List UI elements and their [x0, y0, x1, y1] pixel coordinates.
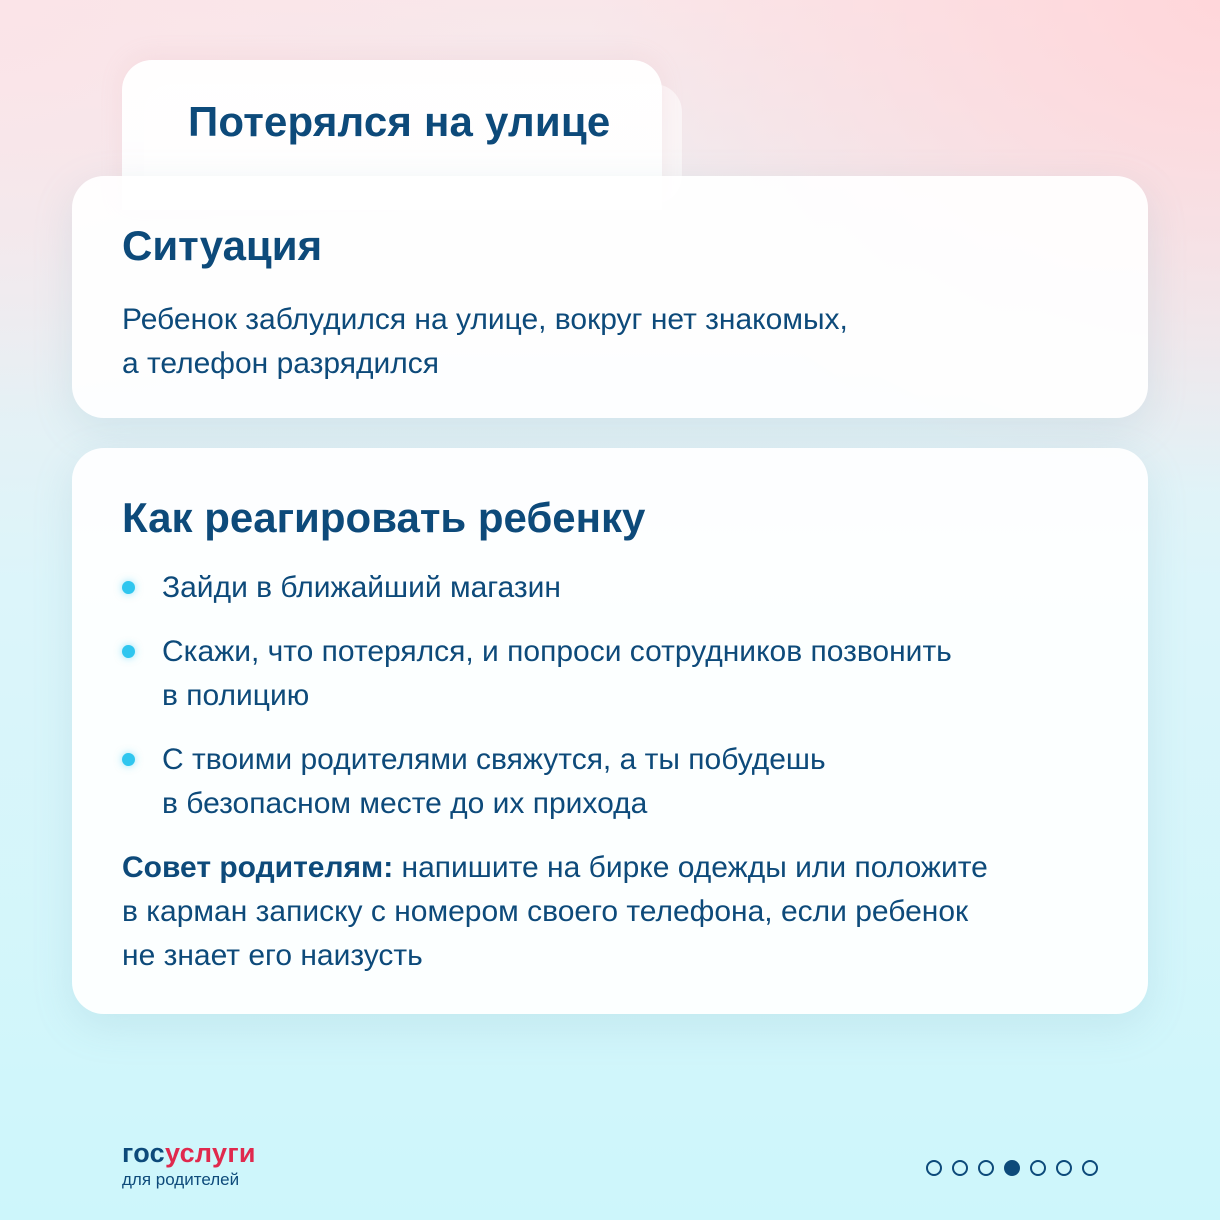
reaction-steps-list — [122, 566, 1082, 846]
list-item-line-1: Зайди в ближайший магазин — [162, 571, 561, 604]
list-item — [122, 738, 1082, 826]
list-item-line-1: Скажи, что потерялся, и попроси сотрудников позвонить — [162, 635, 952, 668]
situation-line-2: а телефон разрядился — [122, 347, 439, 380]
pager-dot[interactable] — [952, 1160, 968, 1176]
situation-heading: Ситуация — [122, 222, 323, 269]
pager-dot[interactable] — [926, 1160, 942, 1176]
bullet-dot-icon — [122, 645, 135, 658]
pager-dot[interactable] — [1056, 1160, 1072, 1176]
list-item — [122, 566, 1082, 610]
situation-line-1: Ребенок заблудился на улице, вокруг нет знакомых, — [122, 303, 848, 336]
pager-dot-active[interactable] — [1004, 1160, 1020, 1176]
advice-text-1: напишите на бирке одежды или положите — [393, 851, 988, 884]
logo-wordmark — [122, 1138, 256, 1168]
bullet-dot-icon — [122, 753, 135, 766]
logo-part-gos: гос — [122, 1138, 165, 1168]
reaction-heading: Как реагировать ребенку — [122, 494, 646, 541]
logo-subtitle: для родителей — [122, 1170, 240, 1189]
pager-dot[interactable] — [1082, 1160, 1098, 1176]
pager-dot[interactable] — [978, 1160, 994, 1176]
parents-advice — [122, 846, 1112, 978]
list-item-line-2: в безопасном месте до их прихода — [162, 787, 648, 820]
bullet-dot-icon — [122, 581, 135, 594]
gosuslugi-logo — [122, 1138, 256, 1190]
advice-label: Совет родителям: — [122, 851, 394, 884]
reaction-card — [72, 448, 1148, 1014]
pager-dot[interactable] — [1030, 1160, 1046, 1176]
list-item-line-1: С твоими родителями свяжутся, а ты побудешь — [162, 743, 826, 776]
advice-text-3: не знает его наизусть — [122, 939, 423, 972]
list-item — [122, 630, 1082, 718]
slide-pager — [926, 1160, 1098, 1176]
situation-card — [72, 176, 1148, 418]
page-title: Потерялся на улице — [188, 98, 611, 145]
situation-text — [122, 298, 982, 386]
list-item-line-2: в полицию — [162, 679, 310, 712]
logo-part-uslugi: услуги — [164, 1138, 256, 1168]
advice-text-2: в карман записку с номером своего телефона, если ребенок — [122, 895, 969, 928]
